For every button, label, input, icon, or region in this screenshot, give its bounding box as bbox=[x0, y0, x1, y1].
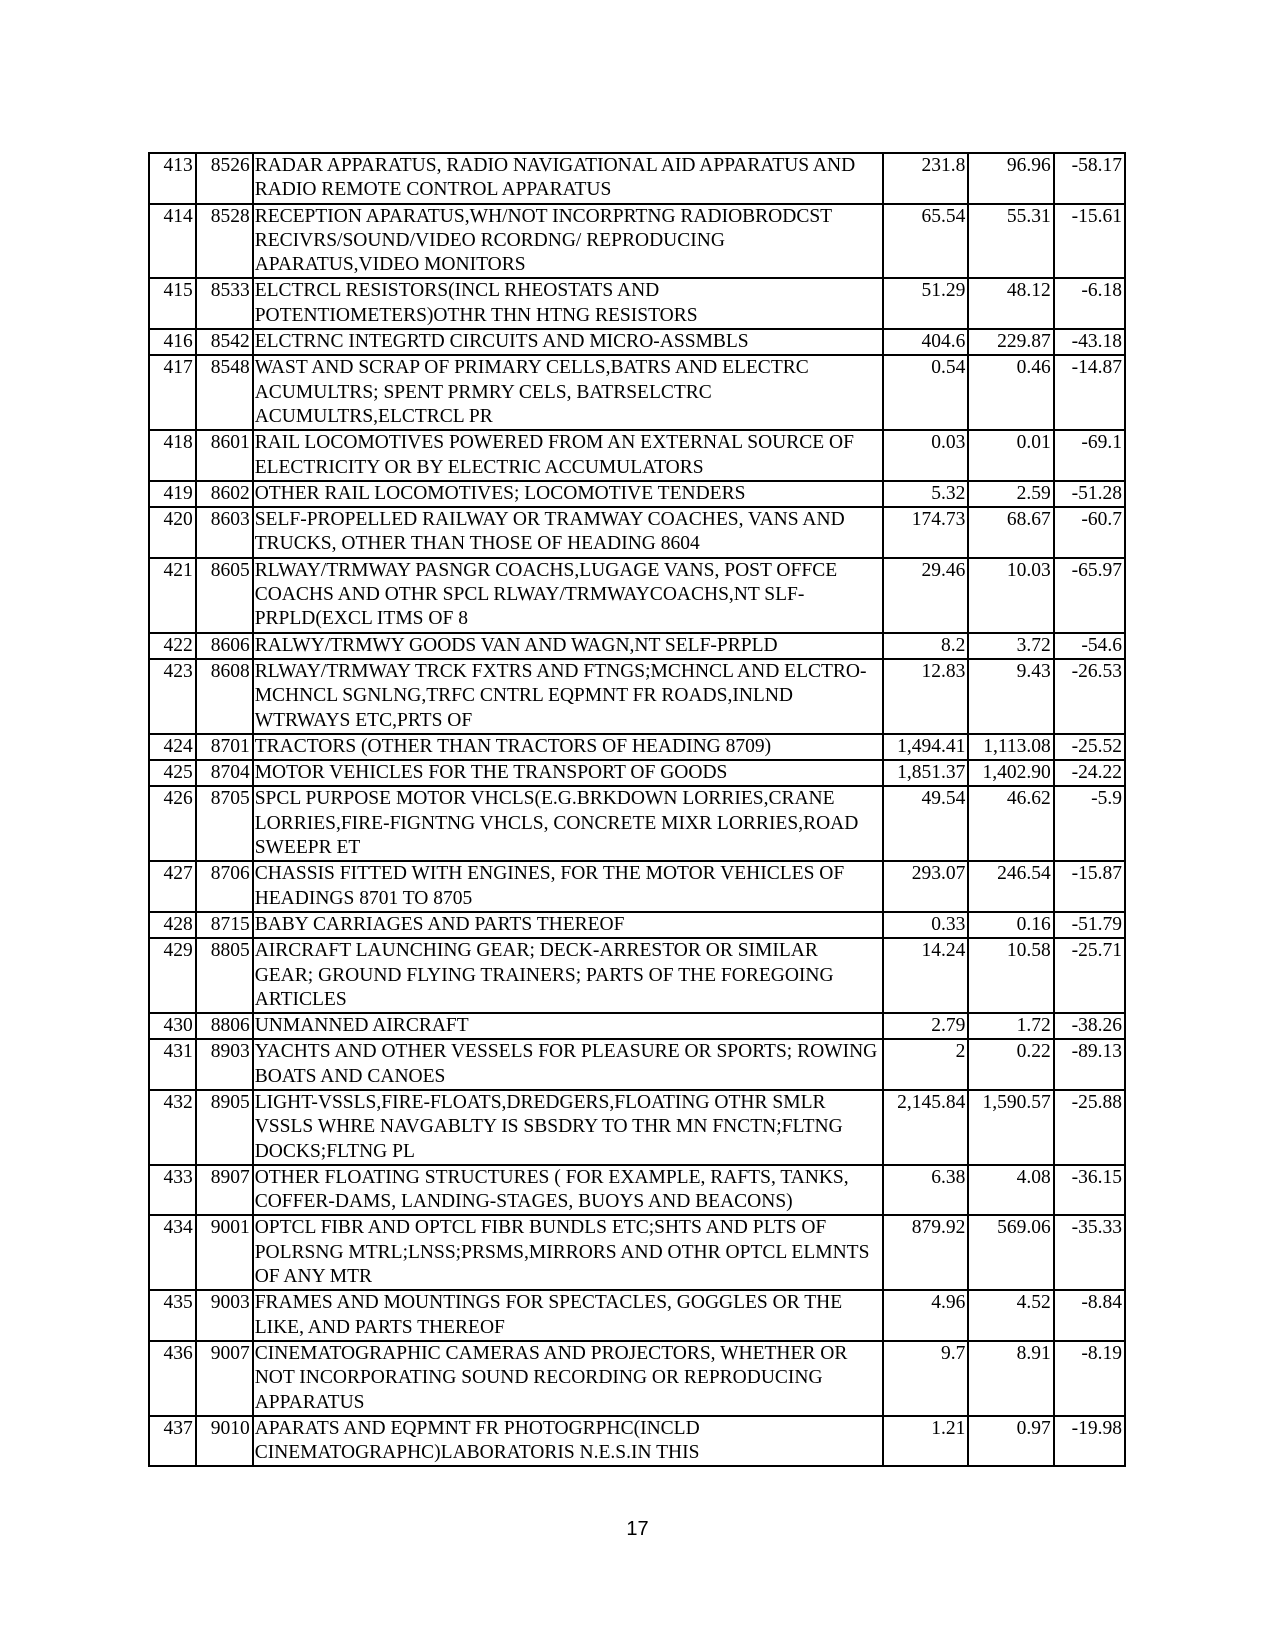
hs-code-cell: 8905 bbox=[196, 1090, 253, 1165]
description-cell: UNMANNED AIRCRAFT bbox=[253, 1013, 883, 1039]
table-row bbox=[149, 1039, 1125, 1090]
table-row bbox=[149, 861, 1125, 912]
hs-code-cell: 8806 bbox=[196, 1013, 253, 1039]
table-row bbox=[149, 1290, 1125, 1341]
value-2-cell: 3.72 bbox=[968, 633, 1053, 659]
table-row bbox=[149, 1165, 1125, 1216]
description-cell: RLWAY/TRMWAY TRCK FXTRS AND FTNGS;MCHNCL AND ELCTRO-MCHNCL SGNLNG,TRFC CNTRL EQPMNT FR ROADS,INLND WTRWAYS ETC,PRTS OF bbox=[253, 659, 883, 734]
value-1-cell: 4.96 bbox=[883, 1290, 968, 1341]
serial-number-cell: 415 bbox=[149, 278, 196, 329]
description-cell: ELCTRCL RESISTORS(INCL RHEOSTATS AND POTENTIOMETERS)OTHR THN HTNG RESISTORS bbox=[253, 278, 883, 329]
value-2-cell: 0.01 bbox=[968, 430, 1053, 481]
percent-change-cell: -25.71 bbox=[1054, 938, 1125, 1013]
table-row bbox=[149, 329, 1125, 355]
description-cell: OPTCL FIBR AND OPTCL FIBR BUNDLS ETC;SHTS AND PLTS OF POLRSNG MTRL;LNSS;PRSMS,MIRRORS AND OTHR OPTCL ELMNTS OF ANY MTR bbox=[253, 1215, 883, 1290]
hs-code-cell: 8526 bbox=[196, 153, 253, 204]
hs-code-cell: 8533 bbox=[196, 278, 253, 329]
serial-number-cell: 421 bbox=[149, 558, 196, 633]
value-1-cell: 2 bbox=[883, 1039, 968, 1090]
percent-change-cell: -54.6 bbox=[1054, 633, 1125, 659]
value-1-cell: 231.8 bbox=[883, 153, 968, 204]
value-1-cell: 404.6 bbox=[883, 329, 968, 355]
serial-number-cell: 416 bbox=[149, 329, 196, 355]
value-1-cell: 1.21 bbox=[883, 1416, 968, 1467]
serial-number-cell: 420 bbox=[149, 507, 196, 558]
value-2-cell: 4.52 bbox=[968, 1290, 1053, 1341]
table-row bbox=[149, 760, 1125, 786]
page-number: 17 bbox=[626, 1518, 649, 1540]
value-1-cell: 51.29 bbox=[883, 278, 968, 329]
serial-number-cell: 427 bbox=[149, 861, 196, 912]
percent-change-cell: -89.13 bbox=[1054, 1039, 1125, 1090]
value-1-cell: 65.54 bbox=[883, 204, 968, 279]
value-1-cell: 9.7 bbox=[883, 1341, 968, 1416]
serial-number-cell: 423 bbox=[149, 659, 196, 734]
hs-code-cell: 8528 bbox=[196, 204, 253, 279]
value-1-cell: 174.73 bbox=[883, 507, 968, 558]
percent-change-cell: -15.61 bbox=[1054, 204, 1125, 279]
description-cell: RAIL LOCOMOTIVES POWERED FROM AN EXTERNAL SOURCE OF ELECTRICITY OR BY ELECTRIC ACCUMULATORS bbox=[253, 430, 883, 481]
serial-number-cell: 424 bbox=[149, 734, 196, 760]
value-1-cell: 0.03 bbox=[883, 430, 968, 481]
percent-change-cell: -38.26 bbox=[1054, 1013, 1125, 1039]
percent-change-cell: -26.53 bbox=[1054, 659, 1125, 734]
serial-number-cell: 425 bbox=[149, 760, 196, 786]
table-row bbox=[149, 1090, 1125, 1165]
value-2-cell: 55.31 bbox=[968, 204, 1053, 279]
table-row bbox=[149, 1013, 1125, 1039]
percent-change-cell: -36.15 bbox=[1054, 1165, 1125, 1216]
serial-number-cell: 426 bbox=[149, 786, 196, 861]
value-2-cell: 48.12 bbox=[968, 278, 1053, 329]
value-2-cell: 4.08 bbox=[968, 1165, 1053, 1216]
description-cell: TRACTORS (OTHER THAN TRACTORS OF HEADING 8709) bbox=[253, 734, 883, 760]
serial-number-cell: 434 bbox=[149, 1215, 196, 1290]
serial-number-cell: 413 bbox=[149, 153, 196, 204]
description-cell: OTHER FLOATING STRUCTURES ( FOR EXAMPLE, RAFTS, TANKS, COFFER-DAMS, LANDING-STAGES, BUOYS AND BEACONS) bbox=[253, 1165, 883, 1216]
value-2-cell: 1,113.08 bbox=[968, 734, 1053, 760]
value-2-cell: 10.58 bbox=[968, 938, 1053, 1013]
hs-code-cell: 8704 bbox=[196, 760, 253, 786]
value-1-cell: 49.54 bbox=[883, 786, 968, 861]
serial-number-cell: 436 bbox=[149, 1341, 196, 1416]
hs-code-cell: 8542 bbox=[196, 329, 253, 355]
description-cell: SPCL PURPOSE MOTOR VHCLS(E.G.BRKDOWN LORRIES,CRANE LORRIES,FIRE-FIGNTNG VHCLS, CONCRETE MIXR LORRIES,ROAD SWEEPR ET bbox=[253, 786, 883, 861]
hs-code-cell: 9003 bbox=[196, 1290, 253, 1341]
table-row bbox=[149, 1215, 1125, 1290]
description-cell: CINEMATOGRAPHIC CAMERAS AND PROJECTORS, WHETHER OR NOT INCORPORATING SOUND RECORDING OR REPRODUCING APPARATUS bbox=[253, 1341, 883, 1416]
description-cell: AIRCRAFT LAUNCHING GEAR; DECK-ARRESTOR OR SIMILAR GEAR; GROUND FLYING TRAINERS; PARTS OF THE FOREGOING ARTICLES bbox=[253, 938, 883, 1013]
description-cell: BABY CARRIAGES AND PARTS THEREOF bbox=[253, 912, 883, 938]
value-2-cell: 1.72 bbox=[968, 1013, 1053, 1039]
description-cell: CHASSIS FITTED WITH ENGINES, FOR THE MOTOR VEHICLES OF HEADINGS 8701 TO 8705 bbox=[253, 861, 883, 912]
serial-number-cell: 422 bbox=[149, 633, 196, 659]
serial-number-cell: 433 bbox=[149, 1165, 196, 1216]
value-1-cell: 14.24 bbox=[883, 938, 968, 1013]
value-2-cell: 10.03 bbox=[968, 558, 1053, 633]
table-row bbox=[149, 204, 1125, 279]
value-2-cell: 229.87 bbox=[968, 329, 1053, 355]
value-1-cell: 2,145.84 bbox=[883, 1090, 968, 1165]
value-1-cell: 5.32 bbox=[883, 481, 968, 507]
table-row bbox=[149, 912, 1125, 938]
hs-code-cell: 8608 bbox=[196, 659, 253, 734]
hs-code-cell: 8601 bbox=[196, 430, 253, 481]
value-1-cell: 0.54 bbox=[883, 355, 968, 430]
value-1-cell: 879.92 bbox=[883, 1215, 968, 1290]
table-row bbox=[149, 734, 1125, 760]
hs-code-cell: 8903 bbox=[196, 1039, 253, 1090]
description-cell: LIGHT-VSSLS,FIRE-FLOATS,DREDGERS,FLOATING OTHR SMLR VSSLS WHRE NAVGABLTY IS SBSDRY TO THR MN FNCTN;FLTNG DOCKS;FLTNG PL bbox=[253, 1090, 883, 1165]
value-2-cell: 0.46 bbox=[968, 355, 1053, 430]
table-body bbox=[149, 153, 1125, 1466]
value-1-cell: 1,494.41 bbox=[883, 734, 968, 760]
description-cell: FRAMES AND MOUNTINGS FOR SPECTACLES, GOGGLES OR THE LIKE, AND PARTS THEREOF bbox=[253, 1290, 883, 1341]
value-2-cell: 1,590.57 bbox=[968, 1090, 1053, 1165]
hs-code-cell: 8907 bbox=[196, 1165, 253, 1216]
table-row bbox=[149, 938, 1125, 1013]
table-row bbox=[149, 558, 1125, 633]
percent-change-cell: -60.7 bbox=[1054, 507, 1125, 558]
value-2-cell: 0.22 bbox=[968, 1039, 1053, 1090]
value-2-cell: 46.62 bbox=[968, 786, 1053, 861]
description-cell: APARATS AND EQPMNT FR PHOTOGRPHC(INCLD CINEMATOGRAPHC)LABORATORIS N.E.S.IN THIS bbox=[253, 1416, 883, 1467]
serial-number-cell: 430 bbox=[149, 1013, 196, 1039]
hs-code-cell: 8606 bbox=[196, 633, 253, 659]
percent-change-cell: -69.1 bbox=[1054, 430, 1125, 481]
hs-code-cell: 8701 bbox=[196, 734, 253, 760]
serial-number-cell: 417 bbox=[149, 355, 196, 430]
percent-change-cell: -43.18 bbox=[1054, 329, 1125, 355]
table-row bbox=[149, 786, 1125, 861]
description-cell: RLWAY/TRMWAY PASNGR COACHS,LUGAGE VANS, POST OFFCE COACHS AND OTHR SPCL RLWAY/TRMWAYCOACHS,NT SLF-PRPLD(EXCL ITMS OF 8 bbox=[253, 558, 883, 633]
serial-number-cell: 432 bbox=[149, 1090, 196, 1165]
value-2-cell: 569.06 bbox=[968, 1215, 1053, 1290]
hs-code-cell: 8605 bbox=[196, 558, 253, 633]
description-cell: OTHER RAIL LOCOMOTIVES; LOCOMOTIVE TENDERS bbox=[253, 481, 883, 507]
value-1-cell: 12.83 bbox=[883, 659, 968, 734]
serial-number-cell: 437 bbox=[149, 1416, 196, 1467]
description-cell: ELCTRNC INTEGRTD CIRCUITS AND MICRO-ASSMBLS bbox=[253, 329, 883, 355]
table-row bbox=[149, 1341, 1125, 1416]
description-cell: RADAR APPARATUS, RADIO NAVIGATIONAL AID APPARATUS AND RADIO REMOTE CONTROL APPARATUS bbox=[253, 153, 883, 204]
value-2-cell: 9.43 bbox=[968, 659, 1053, 734]
value-2-cell: 68.67 bbox=[968, 507, 1053, 558]
description-cell: WAST AND SCRAP OF PRIMARY CELLS,BATRS AND ELECTRC ACUMULTRS; SPENT PRMRY CELS, BATRSELCTRC ACUMULTRS,ELCTRCL PR bbox=[253, 355, 883, 430]
table-row bbox=[149, 1416, 1125, 1467]
serial-number-cell: 435 bbox=[149, 1290, 196, 1341]
table-row bbox=[149, 153, 1125, 204]
hs-code-cell: 8706 bbox=[196, 861, 253, 912]
value-2-cell: 246.54 bbox=[968, 861, 1053, 912]
table-row bbox=[149, 633, 1125, 659]
table-row bbox=[149, 355, 1125, 430]
percent-change-cell: -51.28 bbox=[1054, 481, 1125, 507]
value-2-cell: 0.97 bbox=[968, 1416, 1053, 1467]
value-2-cell: 1,402.90 bbox=[968, 760, 1053, 786]
description-cell: MOTOR VEHICLES FOR THE TRANSPORT OF GOODS bbox=[253, 760, 883, 786]
percent-change-cell: -65.97 bbox=[1054, 558, 1125, 633]
value-1-cell: 29.46 bbox=[883, 558, 968, 633]
serial-number-cell: 428 bbox=[149, 912, 196, 938]
percent-change-cell: -58.17 bbox=[1054, 153, 1125, 204]
table-row bbox=[149, 278, 1125, 329]
description-cell: RECEPTION APARATUS,WH/NOT INCORPRTNG RADIOBRODCST RECIVRS/SOUND/VIDEO RCORDNG/ REPRODUCING APARATUS,VIDEO MONITORS bbox=[253, 204, 883, 279]
percent-change-cell: -5.9 bbox=[1054, 786, 1125, 861]
percent-change-cell: -24.22 bbox=[1054, 760, 1125, 786]
hs-code-cell: 8715 bbox=[196, 912, 253, 938]
table-row bbox=[149, 659, 1125, 734]
value-1-cell: 2.79 bbox=[883, 1013, 968, 1039]
value-1-cell: 0.33 bbox=[883, 912, 968, 938]
value-2-cell: 8.91 bbox=[968, 1341, 1053, 1416]
serial-number-cell: 414 bbox=[149, 204, 196, 279]
hs-code-cell: 9010 bbox=[196, 1416, 253, 1467]
value-1-cell: 8.2 bbox=[883, 633, 968, 659]
value-1-cell: 6.38 bbox=[883, 1165, 968, 1216]
percent-change-cell: -25.88 bbox=[1054, 1090, 1125, 1165]
percent-change-cell: -35.33 bbox=[1054, 1215, 1125, 1290]
percent-change-cell: -8.19 bbox=[1054, 1341, 1125, 1416]
value-2-cell: 2.59 bbox=[968, 481, 1053, 507]
percent-change-cell: -15.87 bbox=[1054, 861, 1125, 912]
description-cell: SELF-PROPELLED RAILWAY OR TRAMWAY COACHES, VANS AND TRUCKS, OTHER THAN THOSE OF HEADING 8604 bbox=[253, 507, 883, 558]
percent-change-cell: -19.98 bbox=[1054, 1416, 1125, 1467]
hs-code-cell: 8602 bbox=[196, 481, 253, 507]
description-cell: YACHTS AND OTHER VESSELS FOR PLEASURE OR SPORTS; ROWING BOATS AND CANOES bbox=[253, 1039, 883, 1090]
serial-number-cell: 418 bbox=[149, 430, 196, 481]
table-row bbox=[149, 430, 1125, 481]
value-1-cell: 1,851.37 bbox=[883, 760, 968, 786]
table-row bbox=[149, 481, 1125, 507]
serial-number-cell: 431 bbox=[149, 1039, 196, 1090]
hs-code-cell: 8805 bbox=[196, 938, 253, 1013]
value-1-cell: 293.07 bbox=[883, 861, 968, 912]
serial-number-cell: 419 bbox=[149, 481, 196, 507]
hs-code-cell: 8705 bbox=[196, 786, 253, 861]
table-row bbox=[149, 507, 1125, 558]
hs-code-cell: 8603 bbox=[196, 507, 253, 558]
hs-code-cell: 9007 bbox=[196, 1341, 253, 1416]
value-2-cell: 0.16 bbox=[968, 912, 1053, 938]
percent-change-cell: -51.79 bbox=[1054, 912, 1125, 938]
percent-change-cell: -8.84 bbox=[1054, 1290, 1125, 1341]
hs-code-cell: 8548 bbox=[196, 355, 253, 430]
value-2-cell: 96.96 bbox=[968, 153, 1053, 204]
description-cell: RALWY/TRMWY GOODS VAN AND WAGN,NT SELF-PRPLD bbox=[253, 633, 883, 659]
percent-change-cell: -6.18 bbox=[1054, 278, 1125, 329]
serial-number-cell: 429 bbox=[149, 938, 196, 1013]
commodity-table bbox=[148, 152, 1126, 1467]
percent-change-cell: -25.52 bbox=[1054, 734, 1125, 760]
percent-change-cell: -14.87 bbox=[1054, 355, 1125, 430]
hs-code-cell: 9001 bbox=[196, 1215, 253, 1290]
